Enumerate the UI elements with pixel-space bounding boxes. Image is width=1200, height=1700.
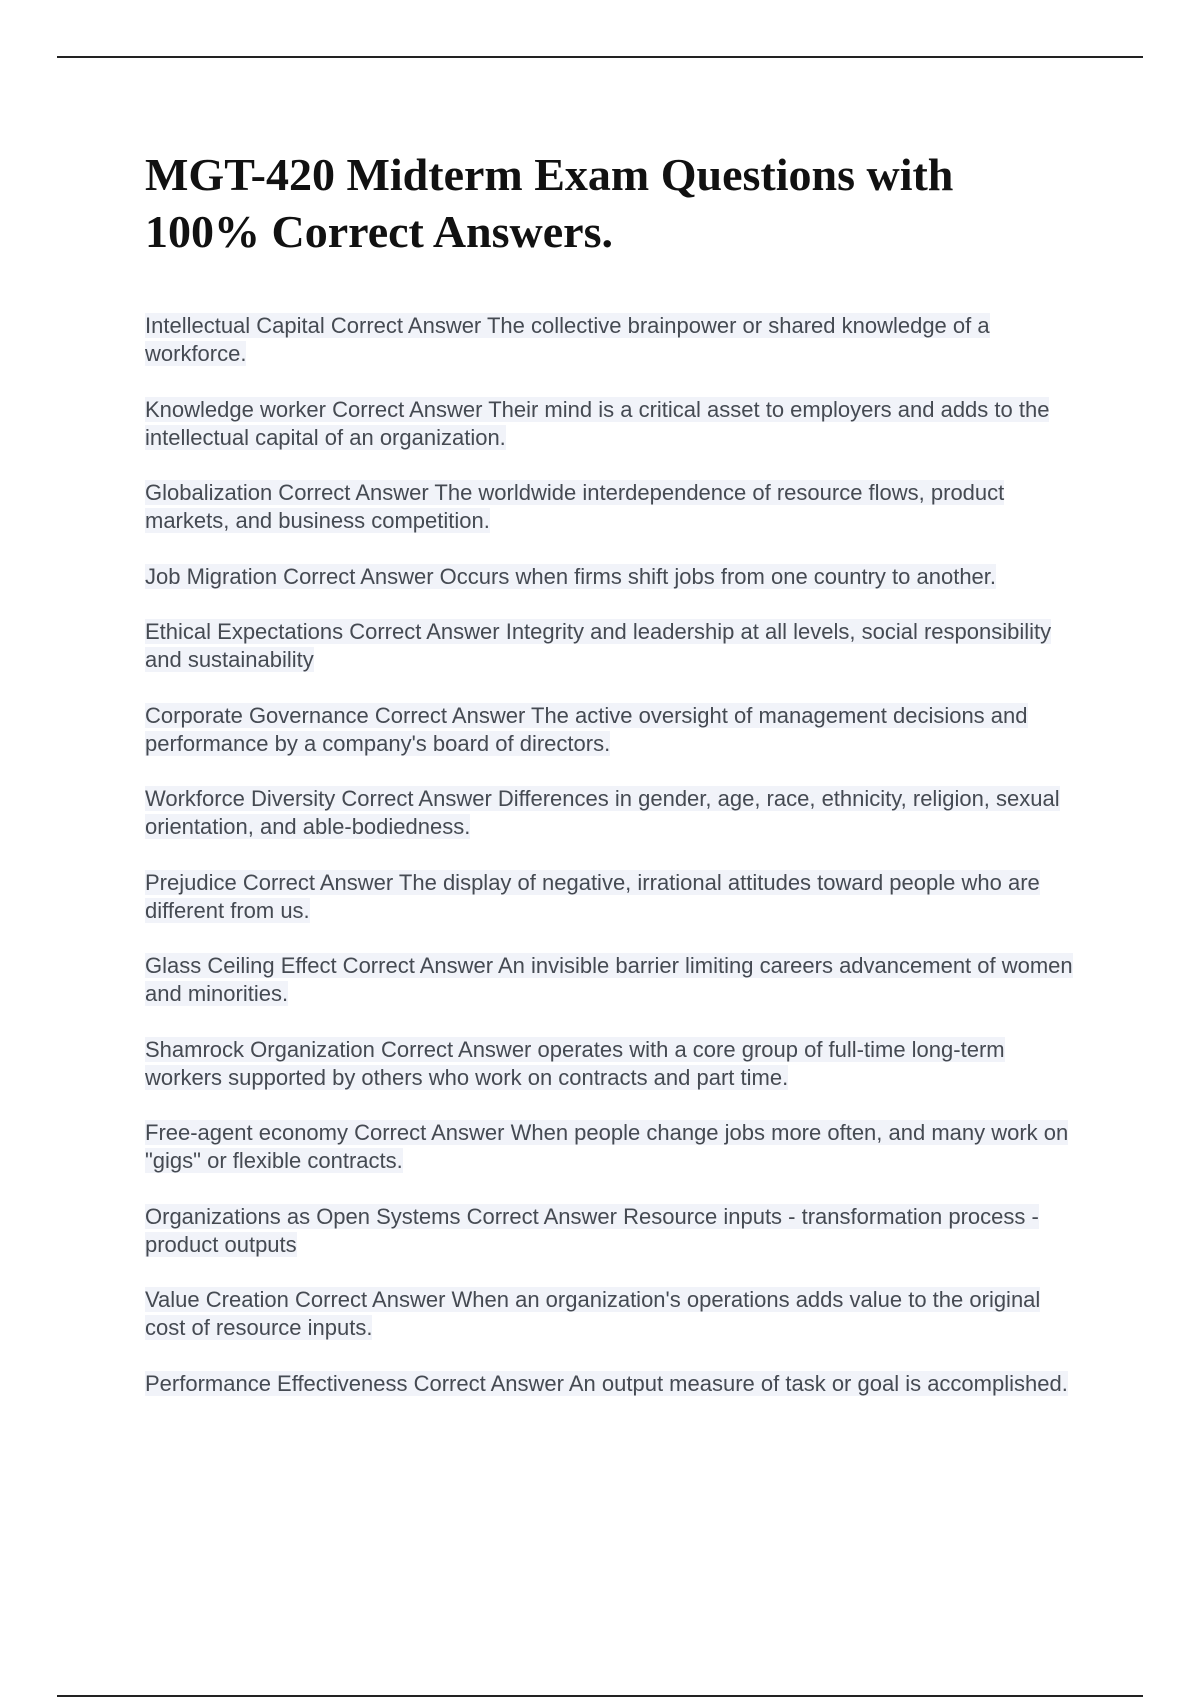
qa-list [145,312,1085,1425]
list-item [145,1036,1085,1092]
qa-text: Ethical Expectations Correct Answer Integrity and leadership at all levels, social responsibility and sustainability [145,619,1052,672]
list-item [145,479,1085,535]
list-item [145,1286,1085,1342]
qa-text: Value Creation Correct Answer When an organization's operations adds value to the original cost of resource inputs. [145,1287,1041,1340]
list-item [145,952,1085,1008]
page-title [145,146,1105,260]
qa-text: Workforce Diversity Correct Answer Differences in gender, age, race, ethnicity, religion, sexual orientation, and able-bodiedness. [145,786,1060,839]
qa-text: Performance Effectiveness Correct Answer An output measure of task or goal is accomplished. [145,1370,1068,1396]
qa-text: Organizations as Open Systems Correct Answer Resource inputs - transformation process - product outputs [145,1203,1039,1257]
list-item [145,1119,1085,1175]
list-item [145,312,1085,368]
qa-text: Job Migration Correct Answer Occurs when firms shift jobs from one country to another. [145,563,997,589]
list-item [145,1203,1085,1259]
list-item [145,618,1085,674]
list-item [145,785,1085,841]
title-line-1: MGT-420 Midterm Exam Questions with [145,149,954,200]
list-item [145,563,1085,591]
qa-text: Corporate Governance Correct Answer The active oversight of management decisions and performance by a company's board of directors. [145,702,1028,756]
qa-text: Knowledge worker Correct Answer Their mind is a critical asset to employers and adds to the intellectual capital of an organization. [145,396,1050,450]
list-item [145,869,1085,925]
qa-text: Glass Ceiling Effect Correct Answer An invisible barrier limiting careers advancement of women and minorities. [145,953,1073,1006]
qa-text: Intellectual Capital Correct Answer The collective brainpower or shared knowledge of a workforce. [145,313,990,366]
qa-text: Free-agent economy Correct Answer When people change jobs more often, and many work on "gigs" or flexible contracts. [145,1120,1069,1173]
qa-text: Globalization Correct Answer The worldwide interdependence of resource flows, product markets, and business competition. [145,480,1005,533]
qa-text: Prejudice Correct Answer The display of negative, irrational attitudes toward people who are different from us. [145,869,1040,923]
list-item [145,702,1085,758]
top-divider [57,56,1143,58]
list-item [145,1370,1085,1398]
bottom-divider [57,1695,1143,1697]
title-line-2: 100% Correct Answers. [145,206,613,257]
list-item [145,396,1085,452]
qa-text: Shamrock Organization Correct Answer operates with a core group of full-time long-term workers supported by others who work on contracts and part time. [145,1036,1005,1090]
